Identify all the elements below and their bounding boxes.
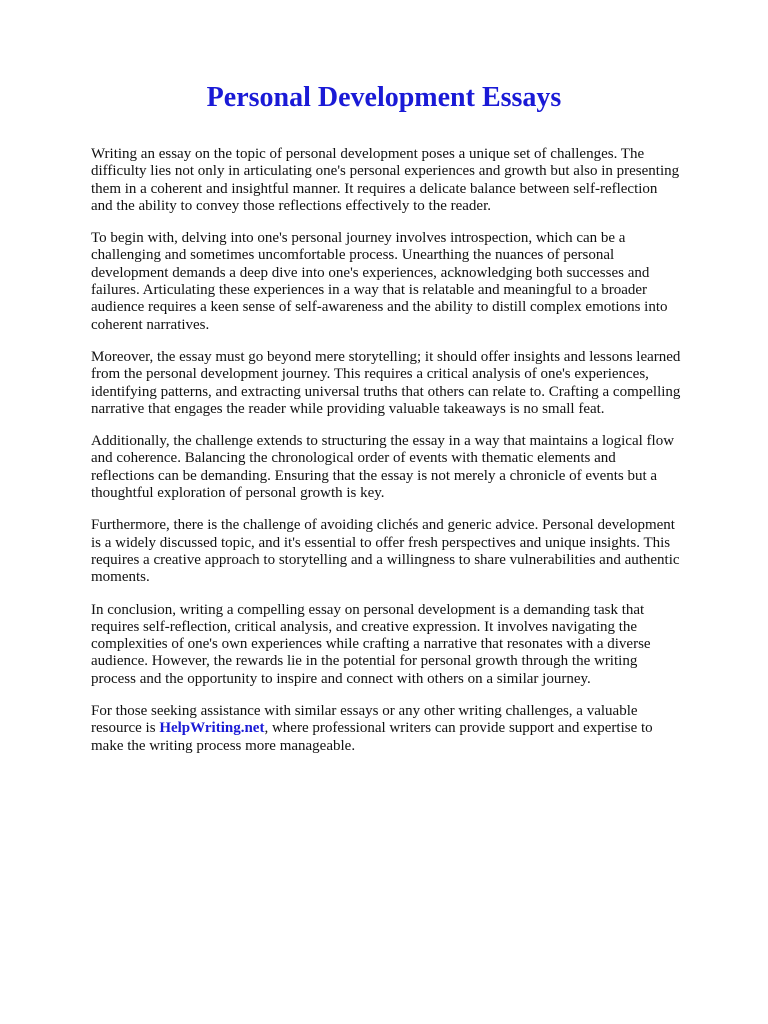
paragraph-insights: Moreover, the essay must go beyond mere storytelling; it should offer insights and lessons learned from the personal development journey. This requires a critical analysis of one's experiences, identifying patterns, and extracting universal truths that others can relate to. Crafting a compelling narrative that engages the reader while providing valuable takeaways is no small feat. — [91, 348, 681, 417]
paragraph-closing — [91, 703, 681, 755]
page-title: Personal Development Essays — [206, 82, 562, 113]
paragraph-structure: Additionally, the challenge extends to structuring the essay in a way that maintains a logical flow and coherence. Balancing the chronological order of events with thematic elements and reflections can be demanding. Ensuring that the essay is not merely a chronicle of events but a thoughtful exploration of personal growth is key. — [91, 433, 675, 502]
essay-body — [91, 146, 681, 770]
paragraph-intro: Writing an essay on the topic of personal development poses a unique set of challenges. The difficulty lies not only in articulating one's personal experiences and growth but also in presenting them in a coherent and insightful manner. It requires a delicate balance between self-reflection and the ability to convey those reflections effectively to the reader. — [91, 146, 680, 214]
paragraph-introspection: To begin with, delving into one's personal journey involves introspection, which can be a challenging and sometimes uncomfortable process. Unearthing the nuances of personal development demands a deep dive into one's experiences, acknowledging both successes and failures. Articulating these experiences in a way that is relatable and meaningful to a broader audience requires a keen sense of self-awareness and the ability to distill complex emotions into coherent narratives. — [91, 230, 668, 333]
helpwriting-link[interactable]: HelpWriting.net — [159, 720, 265, 737]
closing-text-before-link: For those seeking assistance with similar essays or any other writing challenges, a valuable resource is — [91, 703, 638, 737]
paragraph-cliches: Furthermore, there is the challenge of avoiding clichés and generic advice. Personal development is a widely discussed topic, and it's essential to offer fresh perspectives and unique insights. This requires a creative approach to storytelling and a willingness to share vulnerabilities and authentic moments. — [91, 517, 680, 586]
paragraph-conclusion: In conclusion, writing a compelling essay on personal development is a demanding task that requires self-reflection, critical analysis, and creative expression. It involves navigating the complexities of one's own experiences while crafting a narrative that resonates with a diverse audience. However, the rewards lie in the potential for personal growth through the writing process and the opportunity to inspire and connect with others on a similar journey. — [91, 601, 651, 687]
closing-text-after-link: , where professional writers can provide support and expertise to make the writing process more manageable. — [91, 720, 653, 754]
